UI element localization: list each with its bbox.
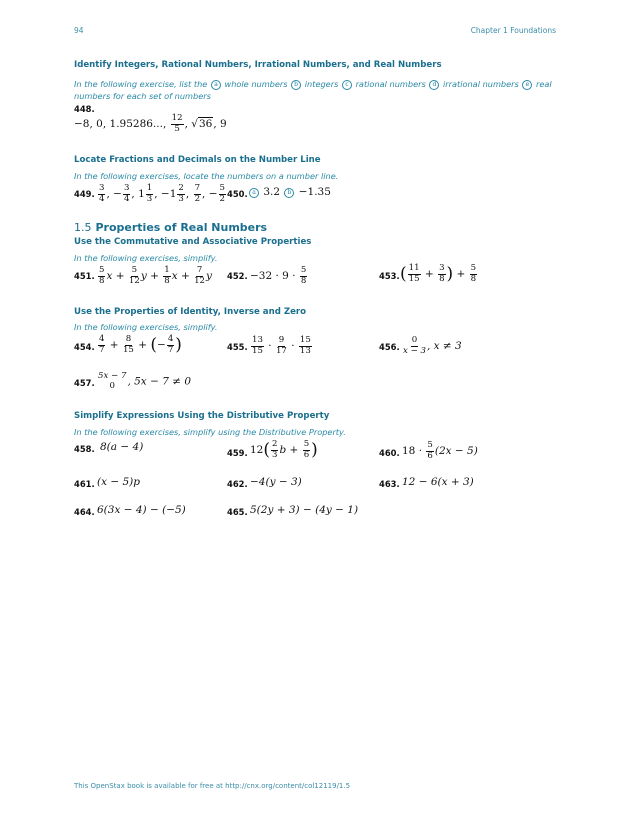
e448-num: 12 bbox=[171, 113, 183, 123]
section-heading-commutative: Use the Commutative and Associative Properties bbox=[74, 237, 312, 247]
e449-frac-2: $\frac{3}{4}$ bbox=[123, 183, 130, 204]
e449-frac-1: $\frac{3}{4}$ bbox=[99, 183, 105, 204]
e449-frac-4: $\frac{2}{3}$ bbox=[178, 183, 184, 204]
e449-frac-3: $\frac{1}{3}$ bbox=[146, 183, 153, 204]
e448-sep: , bbox=[184, 118, 192, 130]
exercise-number-459: 459. bbox=[227, 448, 248, 458]
exercise-451: $\frac{5}{8}$ x + $\frac{5}{12}$ y + $\frac{1}{8}$ x + $\frac{7}{12}$ y bbox=[99, 265, 212, 286]
instruction-prefix: In the following exercise, list the bbox=[74, 79, 208, 89]
exercise-459: 12( $\frac{2}{3}$ b + $\frac{5}{6}$ ) bbox=[250, 439, 318, 460]
exercise-number-462: 462. bbox=[227, 479, 248, 489]
exercise-number-465: 465. bbox=[227, 507, 248, 517]
instruction-e-text: real numbers for each set of numbers bbox=[74, 79, 552, 101]
e450-b-value: −1.35 bbox=[298, 186, 331, 198]
exercise-number-464: 464. bbox=[74, 507, 95, 517]
instruction-c-text: rational numbers bbox=[355, 79, 426, 89]
section-title: Properties of Real Numbers bbox=[95, 221, 268, 234]
footer-note: This OpenStax book is available for free at http://cnx.org/content/col12119/1.5 bbox=[74, 782, 351, 790]
label-b-icon: b bbox=[291, 80, 301, 90]
label-c-icon: c bbox=[342, 80, 352, 90]
exercise-number-452: 452. bbox=[227, 271, 248, 281]
e449-frac-6: $\frac{5}{2}$ bbox=[219, 183, 225, 204]
exercise-number-461: 461. bbox=[74, 479, 95, 489]
exercise-456: $\frac{0}{x - 3}$ , x ≠ 3 bbox=[403, 335, 462, 356]
exercise-448 bbox=[74, 114, 227, 134]
exercise-450 bbox=[248, 186, 331, 198]
instruction-d-text: irrational numbers bbox=[442, 79, 519, 89]
exercise-465: 5(2y + 3) − (4y − 1) bbox=[250, 504, 359, 516]
exercise-number-451: 451. bbox=[74, 271, 95, 281]
instruction-b-text: integers bbox=[304, 79, 339, 89]
instruction-448 bbox=[74, 78, 564, 102]
exercise-number-456: 456. bbox=[379, 342, 400, 352]
exercise-number-453: 453. bbox=[379, 271, 400, 281]
exercise-number-458: 458. bbox=[74, 444, 95, 454]
e450-a-value: 3.2 bbox=[263, 186, 281, 198]
instruction-number-line: In the following exercises, locate the numbers on a number line. bbox=[74, 171, 339, 181]
e448-tail: , 9 bbox=[213, 118, 227, 130]
exercise-460: 18 · $\frac{5}{6}$ (2x − 5) bbox=[402, 440, 478, 461]
exercise-number-455: 455. bbox=[227, 342, 248, 352]
e449-frac-5: $\frac{7}{2}$ bbox=[194, 183, 201, 204]
exercise-number-463: 463. bbox=[379, 479, 400, 489]
label-e-icon: e bbox=[522, 80, 532, 90]
section-number: 1.5 bbox=[74, 221, 92, 234]
exercise-463: 12 − 6(x + 3) bbox=[402, 476, 474, 488]
section-heading-distributive: Simplify Expressions Using the Distributive Property bbox=[74, 411, 330, 421]
section-heading-identity: Use the Properties of Identity, Inverse and Zero bbox=[74, 307, 307, 317]
section-heading-integers: Identify Integers, Rational Numbers, Irrational Numbers, and Real Numbers bbox=[74, 60, 442, 70]
instruction-commutative: In the following exercises, simplify. bbox=[74, 253, 218, 263]
exercise-462: −4(y − 3) bbox=[250, 476, 302, 488]
exercise-number-457: 457. bbox=[74, 378, 95, 388]
exercise-455: $\frac{13}{15}$ · $\frac{9}{17}$ · $\frac{15}{13}$ bbox=[252, 335, 311, 356]
e448-fraction bbox=[171, 114, 184, 134]
e448-radicand: 36 bbox=[198, 118, 213, 130]
part-a-icon: a bbox=[249, 188, 259, 198]
label-d-icon: d bbox=[429, 80, 439, 90]
exercise-464: 6(3x − 4) − (−5) bbox=[97, 504, 186, 516]
chapter-header: Chapter 1 Foundations bbox=[470, 26, 556, 35]
label-a-icon: a bbox=[211, 80, 221, 90]
e448-lead: −8, 0, 1.95286..., bbox=[74, 118, 170, 130]
square-root-icon: √ bbox=[191, 118, 198, 130]
exercise-461: (x − 5)p bbox=[97, 476, 140, 488]
section-heading-number-line: Locate Fractions and Decimals on the Number Line bbox=[74, 155, 321, 165]
instruction-distributive: In the following exercises, simplify using the Distributive Property. bbox=[74, 427, 346, 437]
page-number: 94 bbox=[74, 26, 84, 35]
exercise-449: $\frac{3}{4}$ , − $\frac{3}{4}$ , 1 $\frac{1}{3}$ , −1 $\frac{2}{3}$ , $\frac{7}{2}$ , − $\frac{5}{2}$ bbox=[99, 183, 225, 204]
instruction-identity: In the following exercises, simplify. bbox=[74, 322, 218, 332]
exercise-453: ( $\frac{11}{15}$ + $\frac{3}{8}$ ) + $\frac{5}{8}$ bbox=[400, 263, 477, 284]
exercise-number-454: 454. bbox=[74, 342, 95, 352]
part-b-icon: b bbox=[284, 188, 294, 198]
exercise-452: −32 · 9 · $\frac{5}{8}$ bbox=[250, 265, 307, 286]
instruction-a-text: whole numbers bbox=[224, 79, 288, 89]
exercise-457: 5x − 7 0 , 5x − 7 ≠ 0 bbox=[98, 371, 192, 391]
exercise-454: $\frac{4}{7}$ + $\frac{8}{15}$ + (− $\frac{4}{7}$ ) bbox=[99, 334, 182, 355]
exercise-number-460: 460. bbox=[379, 448, 400, 458]
exercise-number-449: 449. bbox=[74, 189, 95, 199]
exercise-number-448: 448. bbox=[74, 104, 95, 114]
e448-den: 5 bbox=[174, 123, 180, 134]
exercise-458: 8(a − 4) bbox=[100, 441, 144, 453]
exercise-number-450: 450. bbox=[227, 189, 248, 199]
chapter-section-heading bbox=[74, 221, 267, 234]
